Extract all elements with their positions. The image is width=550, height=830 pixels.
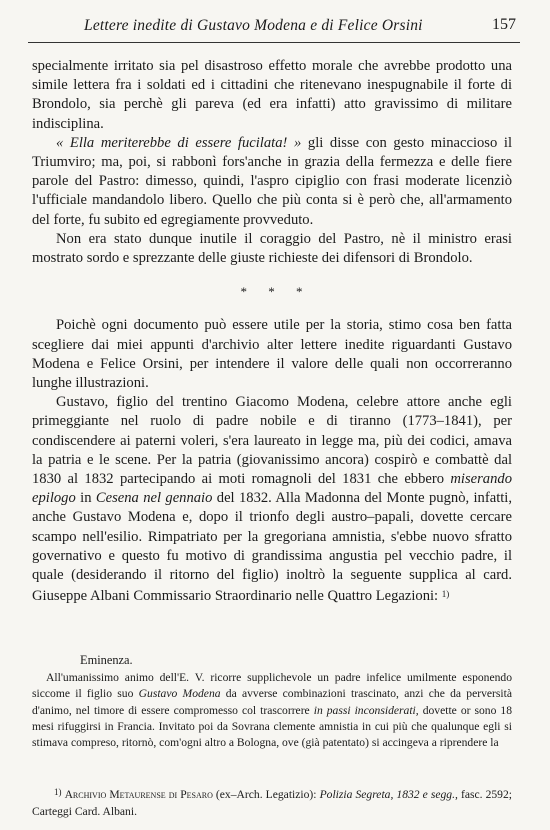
- paragraph: Poichè ogni documento può essere utile per la storia, stimo cosa ben fatta scegliere dai miei appunti d'archivio alter lettere inedite riguardanti Gustavo Modena e Felice Orsini, per intendere il valore delle quali non occorreranno lunghe illustrazioni.: [32, 317, 512, 392]
- quoted-speech: « Ella meriterebbe di essere fucilata! »: [56, 134, 302, 151]
- letter-text: All'umanissimo animo dell'E. V. ricorre supplichevole un padre infelice umilmente esponendo siccome il figlio suo Gustavo Modena da avverse combinazioni trascinato, anzi che da perversità d'animo, nel timore di essere compromesso col trascorrere in passi inconsiderati, dovette or sono 18 mesi rifuggirsi in Francia. Invitato poi da Sovrana clemente amnistia in cui più che qualunque egli si stimava compreso, ritornò, com'ogni altro a Bologna, ove (già patentato) si accingeva a riprendere la: [32, 671, 512, 750]
- paragraph: « Ella meriterebbe di essere fucilata! » gli disse con gesto minaccioso il Triumviro; ma, poi, si rabbonì fors'anche in grazia della fermezza e delle fiere parole del Pastro: dimesso, quindi, l'aspro cipiglio con frasi moderate licenziò l'ufficiale mandandolo libero. Quello che più conta si è però che, all'armamento del forte, fu subito ed egregiamente provveduto.: [32, 134, 512, 228]
- paragraph: Non era stato dunque inutile il coraggio del Pastro, nè il ministro erasi mostrato sordo e sprezzante delle giuste richieste dei difensori di Brondolo.: [32, 230, 512, 267]
- page-number: 157: [492, 16, 516, 33]
- section-separator: * * *: [240, 284, 312, 300]
- page-header: [28, 14, 520, 43]
- paragraph: Gustavo, figlio del trentino Giacomo Modena, celebre attore anche egli primeggiante nel ruolo di padre nobile e di tiranno (1773–1841), per condiscendere ai paterni voleri, s'era laureato in legge ma, più dei codici, amava la patria e le scene. Per la patria (giovanissimo ancora) cospirò e combattè dal 1830 al 1832 partecipando ai moti romagnoli del 1831 che ebbero miserando epilogo in Cesena nel gennaio del 1832. Alla Madonna del Monte pugnò, infatti, anche Gustavo Modena e, dopo il trionfo degli austro–papali, dovette cercare scampo nell'esilio. Rimpatriato per la gregoriana amnistia, s'ebbe nuovo sfratto governativo e questo fu motivo di grandissima angustia pel vecchio padre, il quale (desiderando il ritorno del figlio) inoltrò la seguente supplica al card. Giuseppe Albani Commissario Straordinario nelle Quattro Legazioni: $^{1)}$: [32, 394, 513, 605]
- quoted-letter: [32, 652, 512, 751]
- letter-salutation: Eminenza.: [80, 653, 133, 667]
- footnote: $^{1)}$ Archivio Metaurense di Pesaro (ex–Arch. Legatizio): Polizia Segreta, 1832 e segg., fasc. 2592; Carteggi Card. Albani.: [32, 787, 512, 818]
- footnote-marker: 1): [54, 787, 62, 797]
- footnote-reference: 1): [441, 589, 450, 600]
- paragraph: specialmente irritato sia pel disastroso effetto morale che avrebbe prodotto una simile lettera fra i soldati ed i cittadini che ritenevano inespugnabile il forte di Brondolo, sia perchè gli pareva (ed era infatti) atto gravissimo di militare indisciplina.: [32, 58, 512, 132]
- running-title: Lettere inedite di Gustavo Modena e di Felice Orsini: [84, 17, 423, 34]
- archive-name: Archivio Metaurense di Pesaro: [64, 788, 213, 801]
- footnotes: [32, 784, 512, 820]
- main-text: [32, 57, 512, 606]
